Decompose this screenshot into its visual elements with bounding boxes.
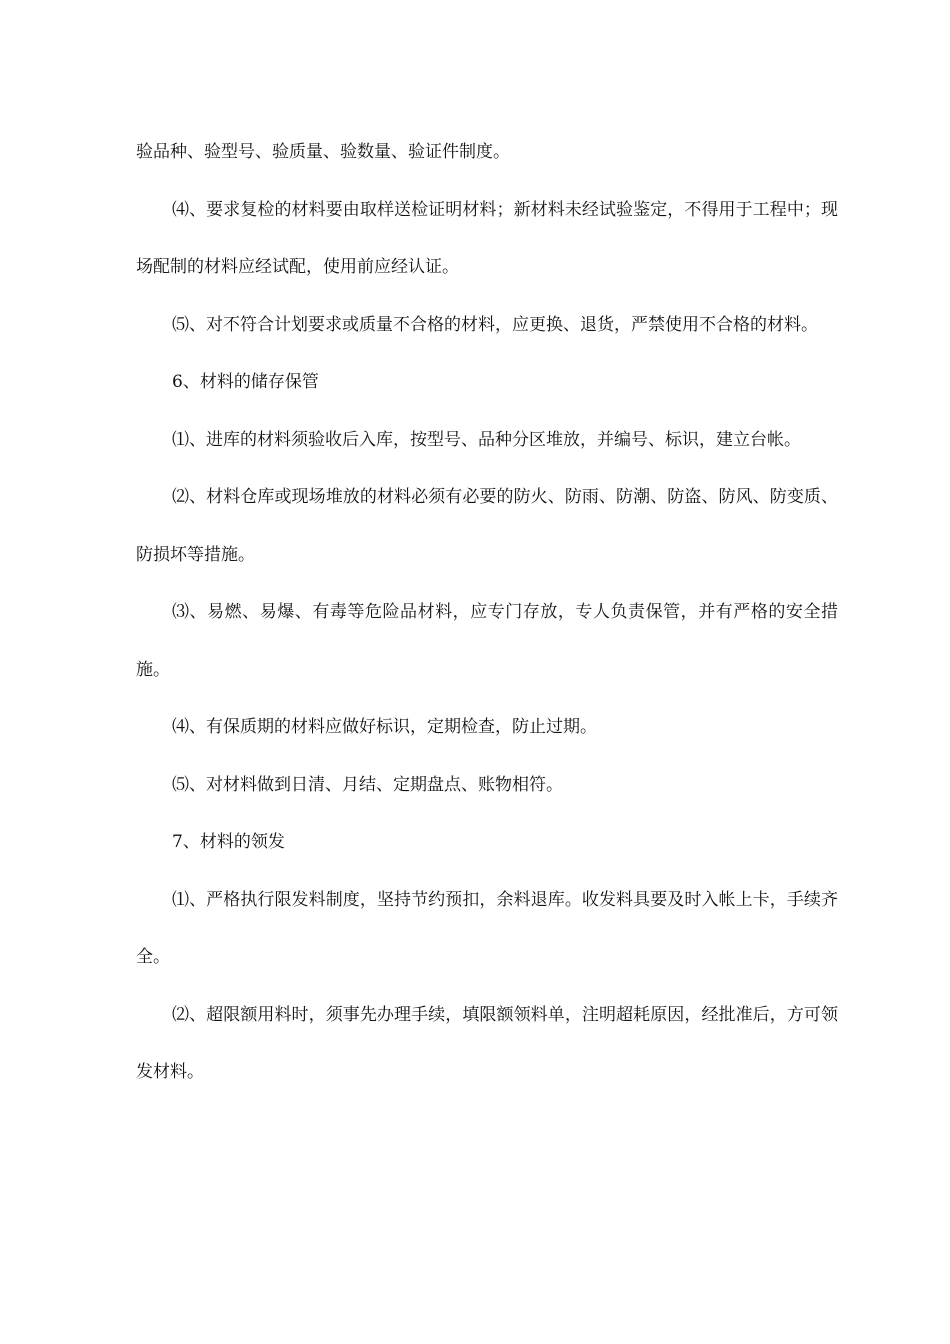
paragraph-item-5-nonconforming: ⑸、对不符合计划要求或质量不合格的材料，应更换、退货，严禁使用不合格的材料。 [172, 314, 818, 335]
section-heading-issuance: 7、材料的领发 [172, 832, 285, 852]
paragraph-item-4-retest: ⑷、要求复检的材料要由取样送检证明材料；新材料未经试验鉴定，不得用于工程中；现场配制的材料应经试配，使用前应经认证。 [136, 199, 838, 277]
section-heading-storage: 6、材料的储存保管 [172, 372, 319, 392]
paragraph-storage-item-2: ⑵、材料仓库或现场堆放的材料必须有必要的防火、防雨、防潮、防盗、防风、防变质、防损坏等措施。 [136, 487, 838, 565]
document-body [136, 124, 838, 1102]
paragraph-issuance-item-2: ⑵、超限额用料时，须事先办理手续，填限额领料单，注明超耗原因，经批准后，方可领发材料。 [136, 1004, 838, 1082]
paragraph-storage-item-4: ⑷、有保质期的材料应做好标识，定期检查，防止过期。 [172, 717, 597, 737]
paragraph-continuation: 验品种、验型号、验质量、验数量、验证件制度。 [136, 142, 510, 162]
paragraph-storage-item-1: ⑴、进库的材料须验收后入库，按型号、品种分区堆放，并编号、标识，建立台帐。 [172, 429, 801, 450]
paragraph-issuance-item-1: ⑴、严格执行限发料制度，坚持节约预扣，余料退库。收发料具要及时入帐上卡，手续齐全。 [136, 889, 838, 967]
paragraph-storage-item-5: ⑸、对材料做到日清、月结、定期盘点、账物相符。 [172, 774, 563, 795]
paragraph-storage-item-3: ⑶、易燃、易爆、有毒等危险品材料，应专门存放，专人负责保管，并有严格的安全措施。 [136, 602, 838, 680]
